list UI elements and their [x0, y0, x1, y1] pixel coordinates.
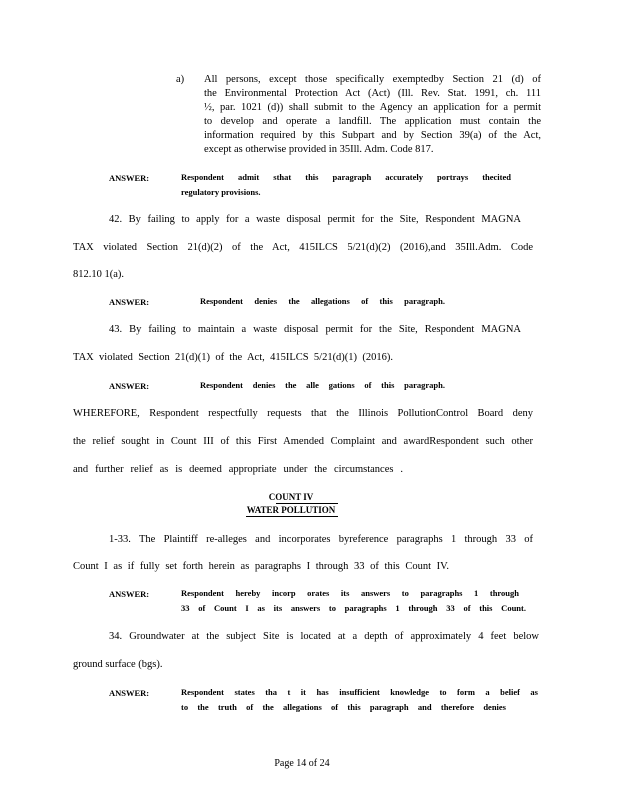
paragraph-43-line: 43. By failing to maintain a waste disposal permit for the Site, Respondent MAGNA [109, 324, 521, 335]
regulation-line: except as otherwise provided in 35Ill. Adm. Code 817. [204, 144, 434, 155]
regulation-line: All persons, except those specifically exemptedby Section 21 (d) of [204, 74, 541, 85]
answer-text: to the truth of the allegations of this paragraph and therefore denies [181, 702, 506, 712]
regulation-line: the Environmental Protection Act (Act) (Ill. Rev. Stat. 1991, ch. 111 [204, 88, 541, 99]
paragraph-43-line: TAX violated Section 21(d)(1) of the Act, 415ILCS 5/21(d)(1) (2016). [73, 352, 393, 363]
regulation-line: ½, par. 1021 (d)) shall submit to the Agency an application for a permit [204, 102, 541, 113]
answer-text: Respondent states tha t it has insufficient knowledge to form a belief as [181, 687, 538, 697]
answer-label: ANSWER: [109, 589, 150, 599]
list-marker: a) [176, 74, 185, 85]
paragraph-42-line: 812.10 1(a). [73, 269, 125, 280]
count-heading: COUNT IV [268, 492, 314, 502]
paragraph-34-line: ground surface (bgs). [73, 659, 163, 670]
page-number: Page 14 of 24 [274, 758, 330, 769]
count-subheading: WATER POLLUTION [246, 505, 336, 515]
wherefore-line: and further relief as is deemed appropriate under the circumstances . [73, 464, 403, 475]
paragraph-1-33-line: 1-33. The Plaintiff re-alleges and incorporates byreference paragraphs 1 through 33 of [109, 534, 533, 545]
paragraph-42-line: 42. By failing to apply for a waste disposal permit for the Site, Respondent MAGNA [109, 214, 521, 225]
answer-text: 33 of Count I as its answers to paragraphs 1 through 33 of this Count. [181, 603, 526, 613]
regulation-line: to develop and operate a landfill. The application must contain the [204, 116, 541, 127]
answer-text: Respondent admit sthat this paragraph accurately portrays thecited [181, 172, 511, 182]
heading-underline [246, 516, 338, 517]
wherefore-line: the relief sought in Count III of this First Amended Complaint and awardRespondent such other [73, 436, 533, 447]
wherefore-line: WHEREFORE, Respondent respectfully requests that the Illinois PollutionControl Board deny [73, 408, 533, 419]
paragraph-34-line: 34. Groundwater at the subject Site is located at a depth of approximately 4 feet below [109, 631, 539, 642]
answer-text: Respondent denies the alle gations of this paragraph. [200, 380, 445, 390]
heading-underline [276, 503, 338, 504]
regulation-line: information required by this Subpart and by Section 39(a) of the Act, [204, 130, 541, 141]
answer-text: Respondent denies the allegations of this paragraph. [200, 296, 445, 306]
answer-text: regulatory provisions. [181, 187, 261, 197]
answer-label: ANSWER: [109, 173, 150, 183]
answer-label: ANSWER: [109, 688, 150, 698]
paragraph-42-line: TAX violated Section 21(d)(2) of the Act, 415ILCS 5/21(d)(2) (2016),and 35Ill.Adm. Code [73, 242, 533, 253]
answer-label: ANSWER: [109, 297, 150, 307]
paragraph-1-33-line: Count I as if fully set forth herein as paragraphs I through 33 of this Count IV. [73, 561, 449, 572]
answer-text: Respondent hereby incorp orates its answers to paragraphs 1 through [181, 588, 519, 598]
answer-label: ANSWER: [109, 381, 150, 391]
